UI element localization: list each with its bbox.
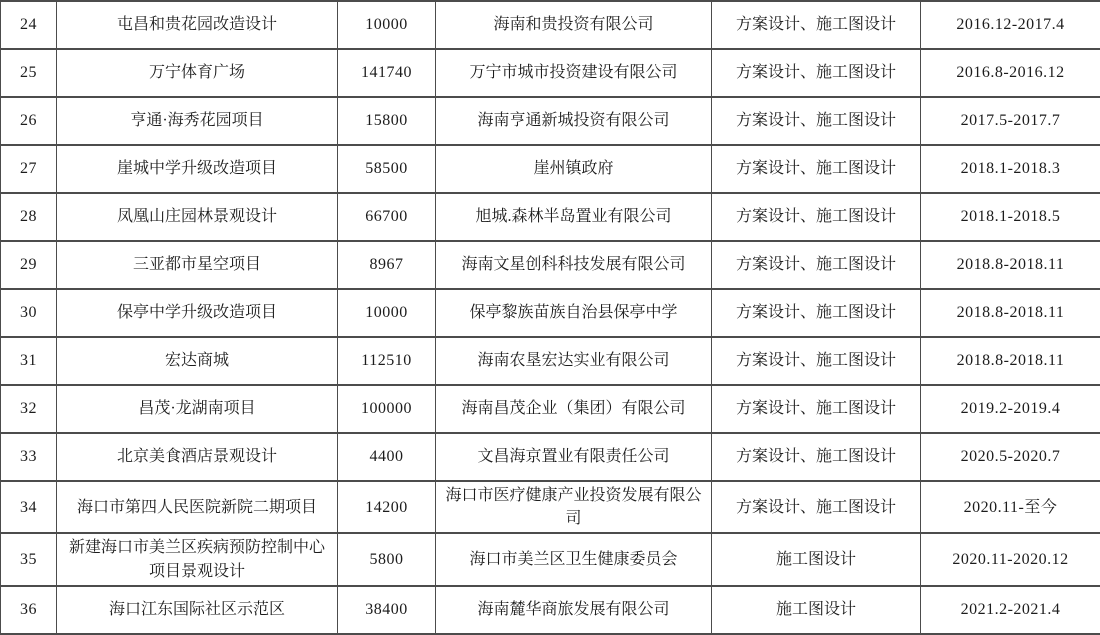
table-row xyxy=(1,241,1100,289)
table-row xyxy=(1,1,1100,49)
row-number-cell: 28 xyxy=(1,193,57,241)
project-name-cell: 亨通·海秀花园项目 xyxy=(57,97,338,145)
client-name-cell: 万宁市城市投资建设有限公司 xyxy=(436,49,712,97)
services-cell: 施工图设计 xyxy=(712,586,921,634)
client-name-cell: 海南麓华商旅发展有限公司 xyxy=(436,586,712,634)
area-value-cell: 5800 xyxy=(338,533,436,585)
client-name-cell: 保亭黎族苗族自治县保亭中学 xyxy=(436,289,712,337)
row-number-cell: 25 xyxy=(1,49,57,97)
client-name-cell: 文昌海京置业有限责任公司 xyxy=(436,433,712,481)
client-name-cell: 海南文星创科科技发展有限公司 xyxy=(436,241,712,289)
period-cell: 2018.1-2018.3 xyxy=(921,145,1100,193)
row-number-cell: 26 xyxy=(1,97,57,145)
project-name-cell: 保亭中学升级改造项目 xyxy=(57,289,338,337)
period-cell: 2016.12-2017.4 xyxy=(921,1,1100,49)
area-value-cell: 4400 xyxy=(338,433,436,481)
services-cell: 方案设计、施工图设计 xyxy=(712,481,921,533)
period-cell: 2017.5-2017.7 xyxy=(921,97,1100,145)
table-row xyxy=(1,385,1100,433)
services-cell: 方案设计、施工图设计 xyxy=(712,433,921,481)
period-cell: 2020.11-2020.12 xyxy=(921,533,1100,585)
period-cell: 2020.11-至今 xyxy=(921,481,1100,533)
client-name-cell: 海口市医疗健康产业投资发展有限公司 xyxy=(436,481,712,533)
area-value-cell: 10000 xyxy=(338,1,436,49)
client-name-cell: 海南和贵投资有限公司 xyxy=(436,1,712,49)
project-name-cell: 屯昌和贵花园改造设计 xyxy=(57,1,338,49)
row-number-cell: 29 xyxy=(1,241,57,289)
area-value-cell: 112510 xyxy=(338,337,436,385)
period-cell: 2018.8-2018.11 xyxy=(921,241,1100,289)
project-name-cell: 北京美食酒店景观设计 xyxy=(57,433,338,481)
project-name-cell: 崖城中学升级改造项目 xyxy=(57,145,338,193)
table-row xyxy=(1,481,1100,533)
period-cell: 2019.2-2019.4 xyxy=(921,385,1100,433)
row-number-cell: 27 xyxy=(1,145,57,193)
project-name-cell: 海口江东国际社区示范区 xyxy=(57,586,338,634)
period-cell: 2018.8-2018.11 xyxy=(921,337,1100,385)
project-name-cell: 宏达商城 xyxy=(57,337,338,385)
project-name-cell: 海口市第四人民医院新院二期项目 xyxy=(57,481,338,533)
client-name-cell: 海口市美兰区卫生健康委员会 xyxy=(436,533,712,585)
services-cell: 方案设计、施工图设计 xyxy=(712,49,921,97)
services-cell: 方案设计、施工图设计 xyxy=(712,241,921,289)
services-cell: 方案设计、施工图设计 xyxy=(712,289,921,337)
client-name-cell: 海南农垦宏达实业有限公司 xyxy=(436,337,712,385)
area-value-cell: 15800 xyxy=(338,97,436,145)
period-cell: 2018.8-2018.11 xyxy=(921,289,1100,337)
services-cell: 方案设计、施工图设计 xyxy=(712,1,921,49)
area-value-cell: 10000 xyxy=(338,289,436,337)
client-name-cell: 旭城.森林半岛置业有限公司 xyxy=(436,193,712,241)
area-value-cell: 8967 xyxy=(338,241,436,289)
client-name-cell: 崖州镇政府 xyxy=(436,145,712,193)
period-cell: 2016.8-2016.12 xyxy=(921,49,1100,97)
area-value-cell: 141740 xyxy=(338,49,436,97)
area-value-cell: 58500 xyxy=(338,145,436,193)
services-cell: 施工图设计 xyxy=(712,533,921,585)
row-number-cell: 36 xyxy=(1,586,57,634)
services-cell: 方案设计、施工图设计 xyxy=(712,97,921,145)
area-value-cell: 38400 xyxy=(338,586,436,634)
project-name-cell: 万宁体育广场 xyxy=(57,49,338,97)
project-name-cell: 凤凰山庄园林景观设计 xyxy=(57,193,338,241)
table-row xyxy=(1,289,1100,337)
row-number-cell: 31 xyxy=(1,337,57,385)
services-cell: 方案设计、施工图设计 xyxy=(712,385,921,433)
table-row xyxy=(1,49,1100,97)
period-cell: 2018.1-2018.5 xyxy=(921,193,1100,241)
table-row xyxy=(1,337,1100,385)
area-value-cell: 100000 xyxy=(338,385,436,433)
row-number-cell: 24 xyxy=(1,1,57,49)
row-number-cell: 30 xyxy=(1,289,57,337)
table-row xyxy=(1,433,1100,481)
row-number-cell: 32 xyxy=(1,385,57,433)
row-number-cell: 33 xyxy=(1,433,57,481)
project-name-cell: 昌茂·龙湖南项目 xyxy=(57,385,338,433)
project-name-cell: 新建海口市美兰区疾病预防控制中心项目景观设计 xyxy=(57,533,338,585)
table-row xyxy=(1,97,1100,145)
services-cell: 方案设计、施工图设计 xyxy=(712,145,921,193)
client-name-cell: 海南亨通新城投资有限公司 xyxy=(436,97,712,145)
project-name-cell: 三亚都市星空项目 xyxy=(57,241,338,289)
table-row xyxy=(1,193,1100,241)
area-value-cell: 66700 xyxy=(338,193,436,241)
table-row xyxy=(1,533,1100,585)
period-cell: 2021.2-2021.4 xyxy=(921,586,1100,634)
client-name-cell: 海南昌茂企业（集团）有限公司 xyxy=(436,385,712,433)
table-row xyxy=(1,145,1100,193)
services-cell: 方案设计、施工图设计 xyxy=(712,337,921,385)
table-row xyxy=(1,586,1100,634)
period-cell: 2020.5-2020.7 xyxy=(921,433,1100,481)
row-number-cell: 34 xyxy=(1,481,57,533)
services-cell: 方案设计、施工图设计 xyxy=(712,193,921,241)
row-number-cell: 35 xyxy=(1,533,57,585)
area-value-cell: 14200 xyxy=(338,481,436,533)
project-table-body xyxy=(1,1,1100,634)
